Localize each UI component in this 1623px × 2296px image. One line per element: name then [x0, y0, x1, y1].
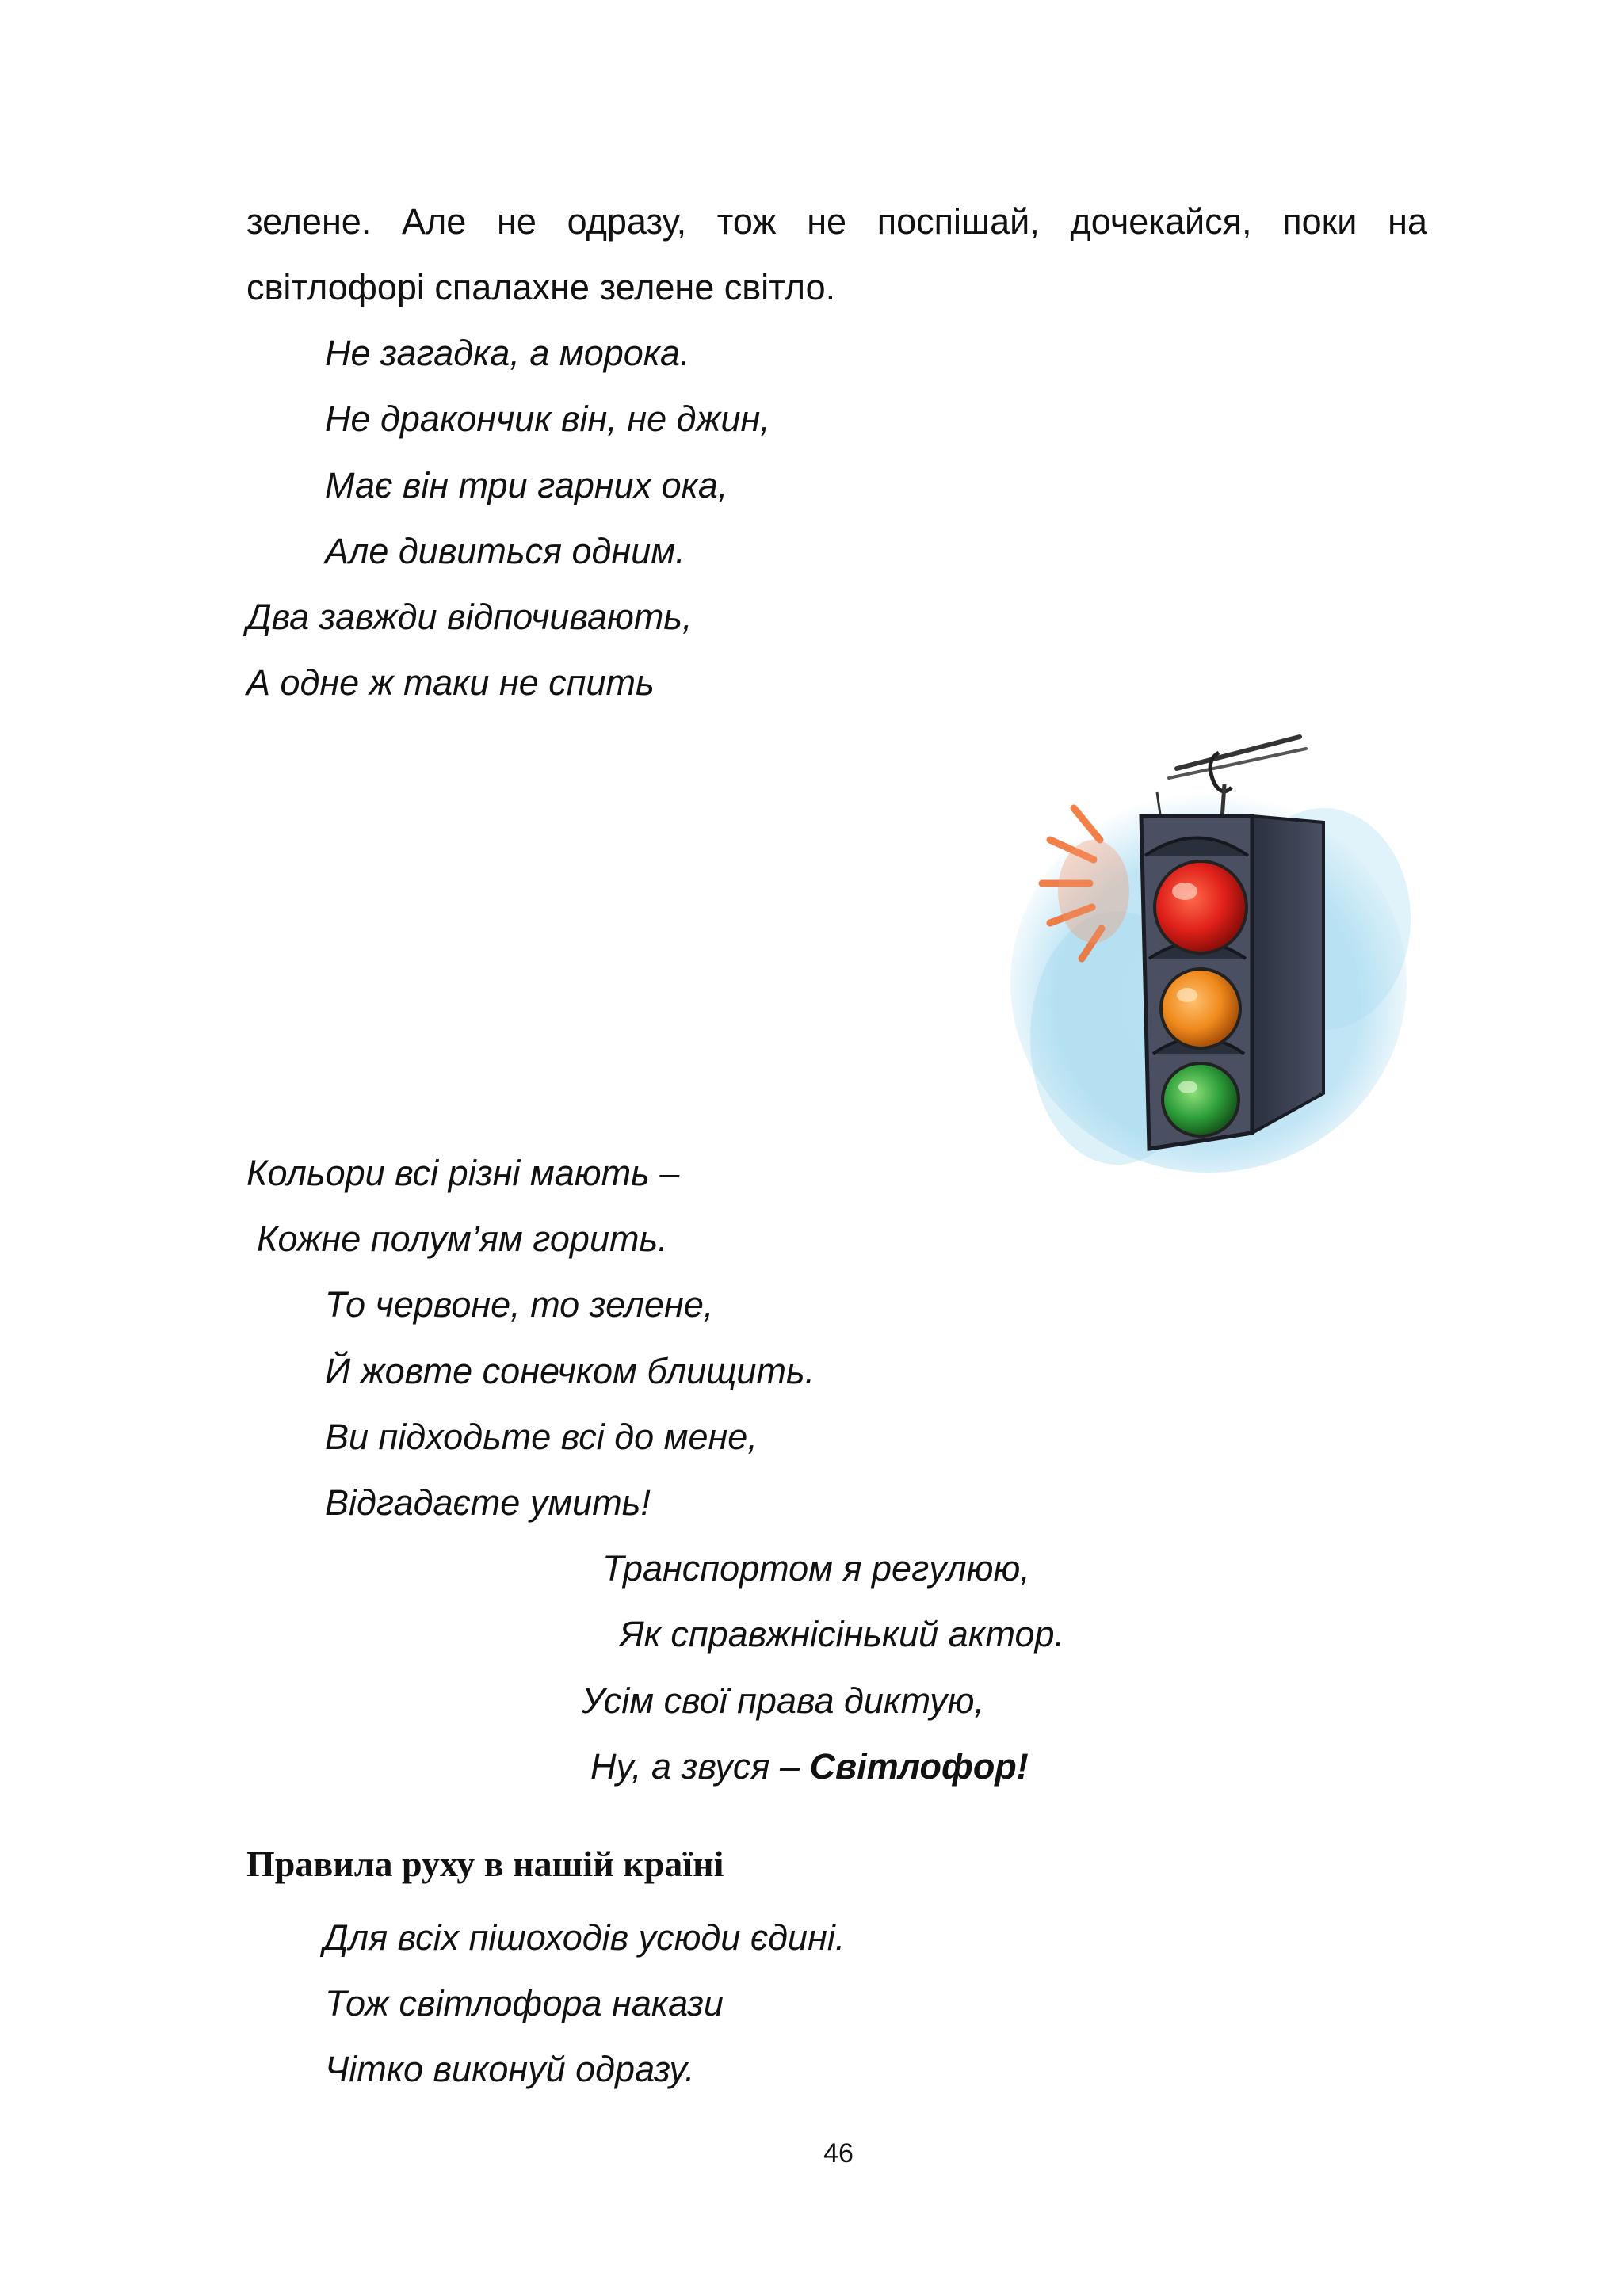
- riddle1-line: Не загадка, а морока.: [325, 333, 690, 373]
- riddle1-line: Два завжди відпочивають,: [246, 597, 693, 637]
- riddle2-line: Кольори всі різні мають –: [246, 1153, 680, 1193]
- page-number: 46: [823, 2138, 854, 2168]
- riddle2-line: Й жовте сонечком блищить.: [325, 1351, 815, 1391]
- riddle2-line: Кожне полум’ям горить.: [257, 1219, 668, 1259]
- riddle3-line: Усім свої права диктую,: [582, 1680, 984, 1721]
- prose-line-2: світлофорі спалахне зелене світло.: [246, 267, 836, 307]
- section-line: Тож світлофора накази: [325, 1983, 724, 2023]
- riddle2-line: Ви підходьте всі до мене,: [325, 1417, 758, 1457]
- riddle3-answer: Світлофор!: [809, 1746, 1029, 1787]
- riddle2-line: Відгадаєте умить!: [325, 1482, 651, 1523]
- riddle3-line: Транспортом я регулюю,: [602, 1548, 1030, 1589]
- section-line: Чітко виконуй одразу.: [325, 2049, 695, 2089]
- riddle1-line: Але дивиться одним.: [325, 531, 685, 571]
- riddle3-answer-line: [590, 1745, 1029, 1789]
- riddle3-answer-prefix: Ну, а звуся –: [590, 1746, 810, 1787]
- traffic-light-icon: [1006, 721, 1419, 1196]
- riddle1-line: Має він три гарних ока,: [325, 465, 728, 505]
- riddle2-line: То червоне, то зелене,: [325, 1284, 714, 1325]
- section-line: Для всіх пішоходів усюди єдині.: [323, 1917, 846, 1958]
- riddle1-line: Не дракончик він, не джин,: [325, 399, 770, 439]
- riddle3-line: Як справжнісінький актор.: [620, 1614, 1065, 1654]
- prose-line-1: зелене. Але не одразу, тож не поспішай, дочекайся, поки на: [246, 201, 1427, 242]
- section-heading: Правила руху в нашій країні: [246, 1844, 724, 1884]
- riddle1-line: А одне ж таки не спить: [246, 662, 655, 703]
